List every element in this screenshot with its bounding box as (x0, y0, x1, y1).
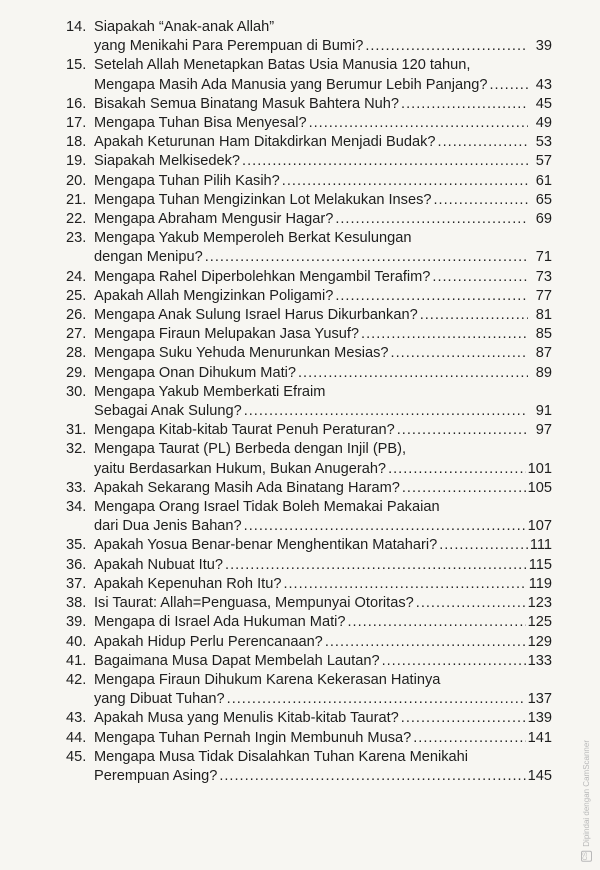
page-number: 107 (527, 518, 552, 535)
dot-leader (402, 479, 526, 498)
toc-entry (66, 729, 552, 748)
page-number: 89 (535, 364, 552, 381)
toc-entry (66, 498, 552, 536)
toc-entry (66, 671, 552, 709)
page-number: 61 (535, 172, 552, 189)
entry-leader-row (94, 268, 552, 287)
page-number: 97 (535, 422, 552, 439)
entry-title-line: Mengapa Onan Dihukum Mati? (94, 364, 296, 381)
entry-leader-row (94, 767, 552, 786)
entry-number: 16. (66, 95, 87, 112)
entry-title-line: Mengapa Firaun Dihukum Karena Kekerasan Hatinya (94, 671, 441, 688)
dot-leader (401, 95, 528, 114)
page-number: 57 (535, 153, 552, 170)
table-of-contents (66, 18, 552, 786)
entry-leader-row (94, 37, 552, 56)
entry-title-line: yaitu Berdasarkan Hukum, Bukan Anugerah? (94, 460, 387, 477)
page-number: 119 (528, 575, 552, 592)
entry-number: 24. (66, 268, 87, 285)
entry-leader-row (94, 210, 552, 229)
page-number: 53 (535, 134, 552, 151)
toc-entry (66, 210, 552, 229)
dot-leader (420, 306, 528, 325)
entry-title-line: Mengapa Rahel Diperbolehkan Mengambil Terafim? (94, 268, 431, 285)
page-number: 87 (535, 345, 552, 362)
toc-entry (66, 325, 552, 344)
entry-number: 28. (66, 345, 87, 362)
toc-entry (66, 56, 552, 94)
entry-number: 35. (66, 537, 87, 554)
entry-title-line: Mengapa Masih Ada Manusia yang Berumur Lebih Panjang? (94, 76, 488, 93)
entry-number: 26. (66, 307, 87, 324)
page-number: 115 (528, 556, 552, 573)
toc-entry (66, 594, 552, 613)
entry-title-line: Apakah Hidup Perlu Perencanaan? (94, 633, 323, 650)
entry-title-line: Mengapa Yakub Memberkati Efraim (94, 383, 326, 400)
entry-title-line: Apakah Allah Mengizinkan Poligami? (94, 287, 334, 304)
page-number: 39 (535, 38, 552, 55)
toc-entry (66, 114, 552, 133)
toc-entry (66, 709, 552, 728)
camscanner-logo-icon: CS (581, 851, 592, 862)
entry-leader-row (94, 76, 552, 95)
toc-entry (66, 613, 552, 632)
page-number: 49 (535, 115, 552, 132)
page-number: 65 (535, 191, 552, 208)
entry-leader-row (94, 556, 552, 575)
entry-number: 29. (66, 364, 87, 381)
entry-leader-row (94, 690, 552, 709)
dot-leader (416, 594, 526, 613)
entry-title-line: Mengapa Suku Yehuda Menurunkan Mesias? (94, 345, 389, 362)
entry-leader-row (94, 152, 552, 171)
entry-leader-row (94, 364, 552, 383)
entry-number: 14. (66, 19, 87, 35)
entry-number: 42. (66, 671, 87, 688)
page-number: 129 (527, 633, 552, 650)
toc-entry (66, 18, 552, 56)
entry-leader-row (94, 133, 552, 152)
entry-number: 31. (66, 422, 87, 439)
entry-title-line: Isi Taurat: Allah=Penguasa, Mempunyai Otoritas? (94, 595, 414, 612)
entry-leader-row (94, 344, 552, 363)
entry-number: 43. (66, 710, 87, 727)
entry-title-line: Mengapa Tuhan Mengizinkan Lot Melakukan Inses? (94, 191, 432, 208)
page-number: 111 (529, 537, 552, 554)
entry-title-line: Mengapa Orang Israel Tidak Boleh Memakai Pakaian (94, 499, 440, 516)
toc-entry (66, 652, 552, 671)
dot-leader (244, 517, 526, 536)
entry-number: 34. (66, 499, 87, 516)
entry-leader-row (94, 479, 552, 498)
entry-title-line: Perempuan Asing? (94, 767, 218, 784)
dot-leader (227, 690, 526, 709)
toc-entry (66, 191, 552, 210)
dot-leader (388, 460, 526, 479)
entry-title-line: dari Dua Jenis Bahan? (94, 518, 242, 535)
page-number: 141 (527, 729, 552, 746)
dot-leader (382, 652, 526, 671)
page-number: 101 (527, 460, 552, 477)
dot-leader (335, 210, 528, 229)
entry-leader-row (94, 709, 552, 728)
entry-number: 37. (66, 575, 87, 592)
entry-leader-row (94, 95, 552, 114)
dot-leader (309, 114, 528, 133)
toc-entry (66, 536, 552, 555)
entry-title-line: Mengapa di Israel Ada Hukuman Mati? (94, 614, 346, 631)
dot-leader (401, 709, 526, 728)
entry-title-line: dengan Menipu? (94, 249, 203, 266)
entry-title-line: Apakah Kepenuhan Roh Itu? (94, 575, 282, 592)
entry-leader-row (94, 325, 552, 344)
dot-leader (244, 402, 528, 421)
page-number: 69 (535, 211, 552, 228)
entry-leader-row (94, 306, 552, 325)
dot-leader (361, 325, 528, 344)
entry-number: 36. (66, 556, 87, 573)
entry-leader-row (94, 114, 552, 133)
entry-title-line: Apakah Nubuat Itu? (94, 556, 224, 573)
toc-entry (66, 383, 552, 421)
camscanner-watermark (581, 740, 592, 862)
entry-leader-row (94, 402, 552, 421)
page-number: 43 (535, 76, 552, 93)
entry-leader-row (94, 172, 552, 191)
dot-leader (242, 152, 528, 171)
page-number: 137 (527, 691, 552, 708)
entry-leader-row (94, 536, 552, 555)
entry-title-line: Mengapa Anak Sulung Israel Harus Dikurbankan? (94, 307, 418, 324)
dot-leader (219, 767, 525, 786)
entry-number: 38. (66, 595, 87, 612)
dot-leader (365, 37, 528, 56)
dot-leader (413, 729, 525, 748)
entry-title-line: Mengapa Yakub Memperoleh Berkat Kesulungan (94, 230, 412, 247)
page-number: 71 (535, 249, 552, 266)
entry-title-line: Sebagai Anak Sulung? (94, 403, 242, 420)
entry-leader-row (94, 594, 552, 613)
entry-number: 30. (66, 383, 87, 400)
toc-entry (66, 229, 552, 267)
page-number: 91 (535, 403, 552, 420)
entry-number: 39. (66, 614, 87, 631)
page-number: 77 (535, 287, 552, 304)
entry-title-line: Mengapa Tuhan Pilih Kasih? (94, 172, 280, 189)
toc-entry (66, 575, 552, 594)
entry-number: 23. (66, 230, 87, 247)
entry-leader-row (94, 729, 552, 748)
entry-number: 22. (66, 211, 87, 228)
toc-entry (66, 748, 552, 786)
page-number: 139 (527, 710, 552, 727)
entry-title-line: Mengapa Firaun Melupakan Jasa Yusuf? (94, 326, 360, 343)
toc-entry (66, 364, 552, 383)
entry-leader-row (94, 517, 552, 536)
entry-leader-row (94, 421, 552, 440)
page-number: 105 (527, 479, 552, 496)
entry-number: 15. (66, 57, 87, 74)
entry-number: 27. (66, 326, 87, 343)
entry-title-line: Apakah Sekarang Masih Ada Binatang Haram? (94, 479, 400, 496)
entry-title-line: Apakah Musa yang Menulis Kitab-kitab Taurat? (94, 710, 399, 727)
toc-entry (66, 95, 552, 114)
dot-leader (225, 556, 527, 575)
entry-number: 19. (66, 153, 87, 170)
entry-title-line: Siapakah Melkisedek? (94, 153, 241, 170)
entry-leader-row (94, 460, 552, 479)
entry-title-line: yang Dibuat Tuhan? (94, 691, 225, 708)
entry-number: 20. (66, 172, 87, 189)
entry-number: 33. (66, 479, 87, 496)
toc-entry (66, 152, 552, 171)
watermark-text: Dipindai dengan CamScanner (582, 740, 591, 847)
dot-leader (205, 248, 528, 267)
dot-leader (282, 172, 528, 191)
toc-entry (66, 268, 552, 287)
entry-title-line: yang Menikahi Para Perempuan di Bumi? (94, 38, 364, 55)
entry-title-line: Mengapa Taurat (PL) Berbeda dengan Injil (PB), (94, 441, 407, 458)
page-number: 81 (535, 307, 552, 324)
entry-title-line: Mengapa Tuhan Bisa Menyesal? (94, 115, 307, 132)
dot-leader (298, 364, 528, 383)
toc-entry (66, 133, 552, 152)
toc-entry (66, 306, 552, 325)
entry-title-line: Mengapa Kitab-kitab Taurat Penuh Peraturan? (94, 422, 395, 439)
page-number: 73 (535, 268, 552, 285)
dot-leader (335, 287, 528, 306)
dot-leader (283, 575, 526, 594)
entry-leader-row (94, 652, 552, 671)
entry-leader-row (94, 613, 552, 632)
toc-entry (66, 479, 552, 498)
entry-leader-row (94, 575, 552, 594)
page-number: 125 (527, 614, 552, 631)
entry-number: 40. (66, 633, 87, 650)
entry-number: 41. (66, 652, 87, 669)
page-number: 133 (527, 652, 552, 669)
entry-number: 17. (66, 115, 87, 132)
page-number: 145 (527, 767, 552, 784)
entry-leader-row (94, 191, 552, 210)
entry-leader-row (94, 633, 552, 652)
page-number: 123 (527, 595, 552, 612)
entry-title-line: Mengapa Musa Tidak Disalahkan Tuhan Karena Menikahi (94, 748, 468, 765)
entry-title-line: Mengapa Tuhan Pernah Ingin Membunuh Musa? (94, 729, 412, 746)
page-number: 85 (535, 326, 552, 343)
entry-leader-row (94, 248, 552, 267)
page-number: 45 (535, 95, 552, 112)
toc-entry (66, 344, 552, 363)
dot-leader (489, 76, 528, 95)
entry-number: 32. (66, 441, 87, 458)
entry-title-line: Apakah Yosua Benar-benar Menghentikan Matahari? (94, 537, 438, 554)
entry-title-line: Siapakah “Anak-anak Allah” (94, 19, 275, 35)
entry-number: 45. (66, 748, 87, 765)
entry-title-line: Mengapa Abraham Mengusir Hagar? (94, 211, 334, 228)
entry-number: 18. (66, 134, 87, 151)
entry-number: 44. (66, 729, 87, 746)
entry-title-line: Bagaimana Musa Dapat Membelah Lautan? (94, 652, 380, 669)
entry-number: 21. (66, 191, 87, 208)
dot-leader (439, 536, 528, 555)
entry-title-line: Apakah Keturunan Ham Ditakdirkan Menjadi Budak? (94, 134, 436, 151)
dot-leader (397, 421, 528, 440)
dot-leader (438, 133, 528, 152)
entry-title-line: Setelah Allah Menetapkan Batas Usia Manusia 120 tahun, (94, 57, 471, 74)
entry-title-line: Bisakah Semua Binatang Masuk Bahtera Nuh? (94, 95, 400, 112)
toc-entry (66, 440, 552, 478)
dot-leader (432, 268, 528, 287)
toc-entry (66, 421, 552, 440)
dot-leader (434, 191, 529, 210)
dot-leader (347, 613, 525, 632)
toc-entry (66, 633, 552, 652)
entry-number: 25. (66, 287, 87, 304)
toc-entry (66, 556, 552, 575)
dot-leader (325, 633, 526, 652)
toc-entry (66, 287, 552, 306)
entry-leader-row (94, 287, 552, 306)
toc-entry (66, 172, 552, 191)
dot-leader (391, 344, 528, 363)
